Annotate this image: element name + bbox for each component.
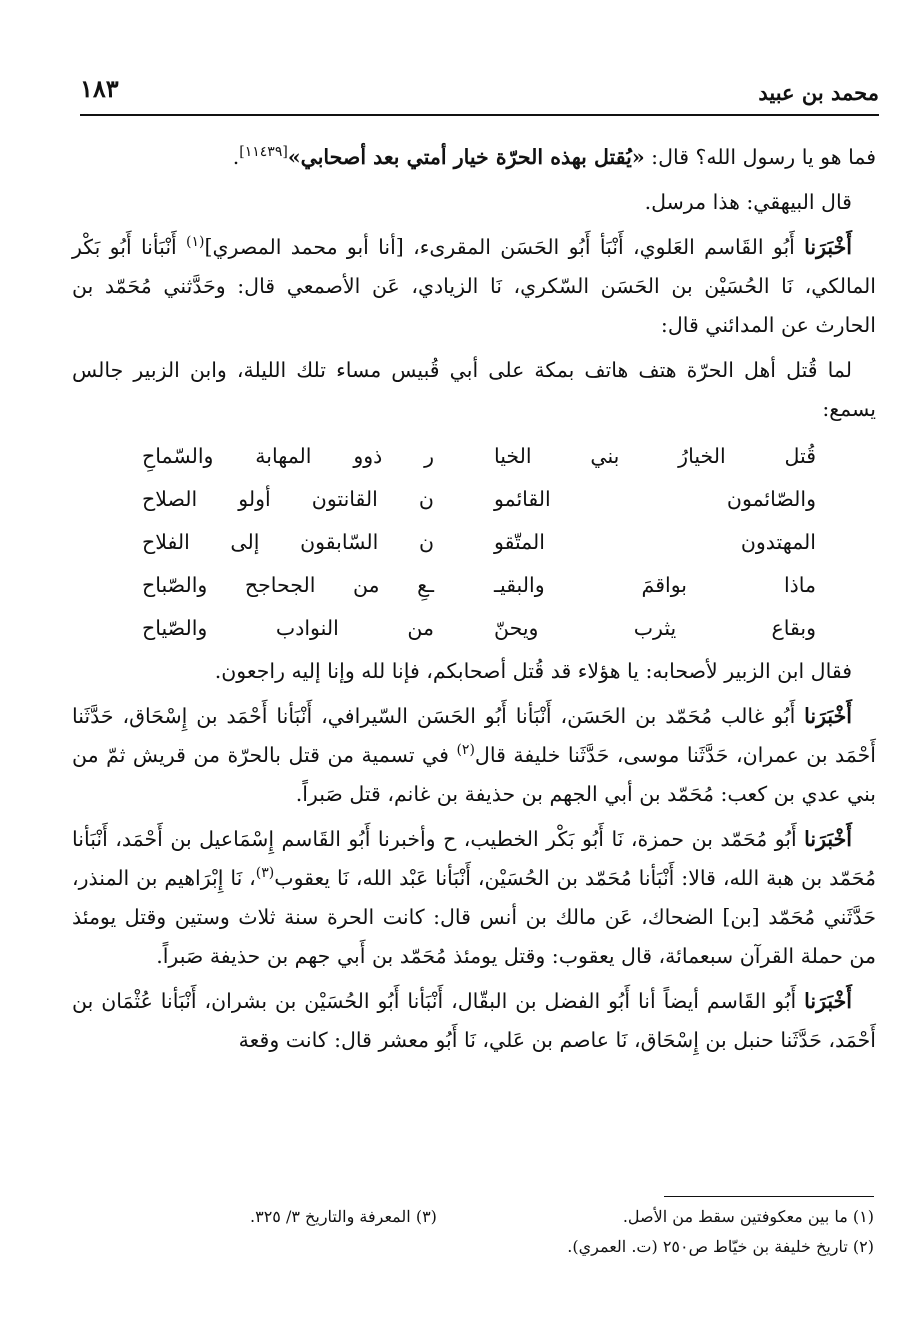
paragraph-7-text-1: أَبُو مُحَمّد بن حمزة، نَا أَبُو بَكْر الخطيب، ح وأخبرنا أَبُو القَاسم إِسْمَاعيل بن أَحْمَد، أَنْبَأنا مُحَمّد بن هبة الله، قالا: أَنْبَأنا مُحَمّد بن الحُسَيْن، أَنْبَأنا عَبْد الله، نَا يعقوب	[72, 827, 876, 890]
paragraph-6	[72, 697, 876, 814]
footnote-ref-2: (٢)	[456, 742, 475, 759]
poem-hemistich-second: ن السّابقون إلى الفلاح	[142, 530, 434, 554]
isnad-lead-word: أَخْبَرَنا	[804, 989, 852, 1013]
poem-hemistich-second: ن القانتون أولو الصلاح	[142, 487, 434, 511]
footnote-1: (١) ما بين معكوفتين سقط من الأصل.	[622, 1207, 874, 1226]
paragraph-6-text-1: أَبُو غالب مُحَمّد بن الحَسَن، أَنْبَأنا أَبُو الحَسَن السّيرافي، أَنْبَأنا أَحْمَد بن إِسْحَاق، حَدَّثَنا أَحْمَد بن عمران، حَدَّثَنا موسى، حَدَّثَنا خليفة قال	[72, 704, 876, 767]
poem-hemistich-second: ر ذوو المهابة والسّماحِ	[142, 444, 434, 468]
footnote-ref-3: (٣)	[255, 865, 275, 882]
footnotes	[80, 1202, 874, 1262]
poem-hemistich-first: والصّائمون القائمو	[494, 487, 816, 511]
poem-hemistich-second: من النوادب والصّياح	[142, 616, 434, 640]
footnote-3: (٣) المعرفة والتاريخ ٣/ ٣٢٥.	[250, 1207, 437, 1226]
isnad-lead-word: أَخْبَرَنا	[804, 235, 852, 259]
paragraph-8	[72, 982, 876, 1060]
poem	[72, 435, 856, 650]
paragraph-1-text: فما هو يا رسول الله؟ قال:	[644, 145, 876, 169]
poem-hemistich-first: وبقاع يثرب ويحنّ	[494, 616, 816, 640]
footnote-divider	[664, 1196, 874, 1197]
poem-hemistich-first: قُتل الخيارُ بني الخيا	[494, 444, 816, 468]
hadith-number-ref: [١١٤٣٩]	[239, 144, 288, 161]
running-title: محمد بن عبيد	[758, 80, 879, 105]
paragraph-3-text-2: أَنْبَأنا أَبُو بَكْر المالكي، نَا الحُسَيْن بن الحَسَن السّكري، نَا الزيادي، عَن الأصمعي قال: وحَدَّثني مُحَمّد بن الحارث عن المدائني قال:	[72, 235, 876, 337]
poem-hemistich-first: المهتدون المتّقو	[494, 530, 816, 554]
footnote-row	[80, 1232, 874, 1262]
page-header	[80, 70, 879, 116]
paragraph-5: فقال ابن الزبير لأصحابه: يا هؤلاء قد قُتل أصحابكم، فإنا لله وإنا إليه راجعون.	[214, 659, 852, 683]
paragraph-3	[72, 228, 876, 345]
isnad-lead-word: أَخْبَرَنا	[804, 827, 852, 851]
paragraph-4: لما قُتل أهل الحرّة هتف هاتف بمكة على أبي قُبيس مساء تلك الليلة، وابن الزبير جالس يسمع:	[72, 358, 876, 421]
paragraph-8-text: أَبُو القَاسم أيضاً أنا أَبُو الفضل بن البقّال، أَنْبَأنا أَبُو الحُسَيْن بن بشران، أَنْبَأنا عُثْمَان بن أَحْمَد، حَدَّثَنا حنبل بن إِسْحَاق، نَا عاصم بن عَلي، نَا أَبُو معشر قال: كانت وقعة	[72, 989, 876, 1052]
main-text	[72, 138, 876, 1066]
hadith-quote: «يُقتل بهذه الحرّة خيار أمتي بعد أصحابي»	[287, 145, 645, 169]
paragraph-7	[72, 820, 876, 976]
paragraph-1	[72, 138, 876, 177]
paragraph-7-text-2: ، نَا إِبْرَاهيم بن المنذر، حَدَّثَني مُحَمّد [بن] الضحاك، عَن مالك بن أنس قال: كانت الحرة سنة ثلاث وستين وقتل يومئذ من حملة القرآن سبعمائة، قال يعقوب: وقتل يومئذ مُحَمّد بن أَبي جهم بن حذيفة صَبراً.	[72, 866, 876, 968]
paragraph-6-text-2: في تسمية من قتل بالحرّة من قريش ثمّ من بني عدي بن كعب: مُحَمّد بن أبي الجهم بن حذيفة بن غانم، قتل صَبراً.	[72, 743, 876, 806]
poem-hemistich-first: ماذا بواقمَ والبقيـ	[494, 573, 816, 597]
isnad-lead-word: أَخْبَرَنا	[804, 704, 852, 728]
page-number: ١٨٣	[80, 74, 119, 103]
paragraph-2: قال البيهقي: هذا مرسل.	[644, 190, 852, 214]
paragraph-3-text-1: أَبُو القَاسم العَلوي، أَنْبَأ أَبُو الحَسَن المقرىء، [أنا أبو محمد المصري]	[204, 235, 805, 259]
footnote-2: (٢) تاريخ خليفة بن خيّاط ص٢٥٠ (ت. العمري).	[567, 1237, 874, 1256]
paragraph-1-end: .	[232, 145, 240, 169]
footnote-row	[80, 1202, 874, 1232]
footnote-ref-1: (١)	[186, 234, 205, 251]
poem-hemistich-second: ـعِ من الجحاجح والصّباح	[142, 573, 434, 597]
